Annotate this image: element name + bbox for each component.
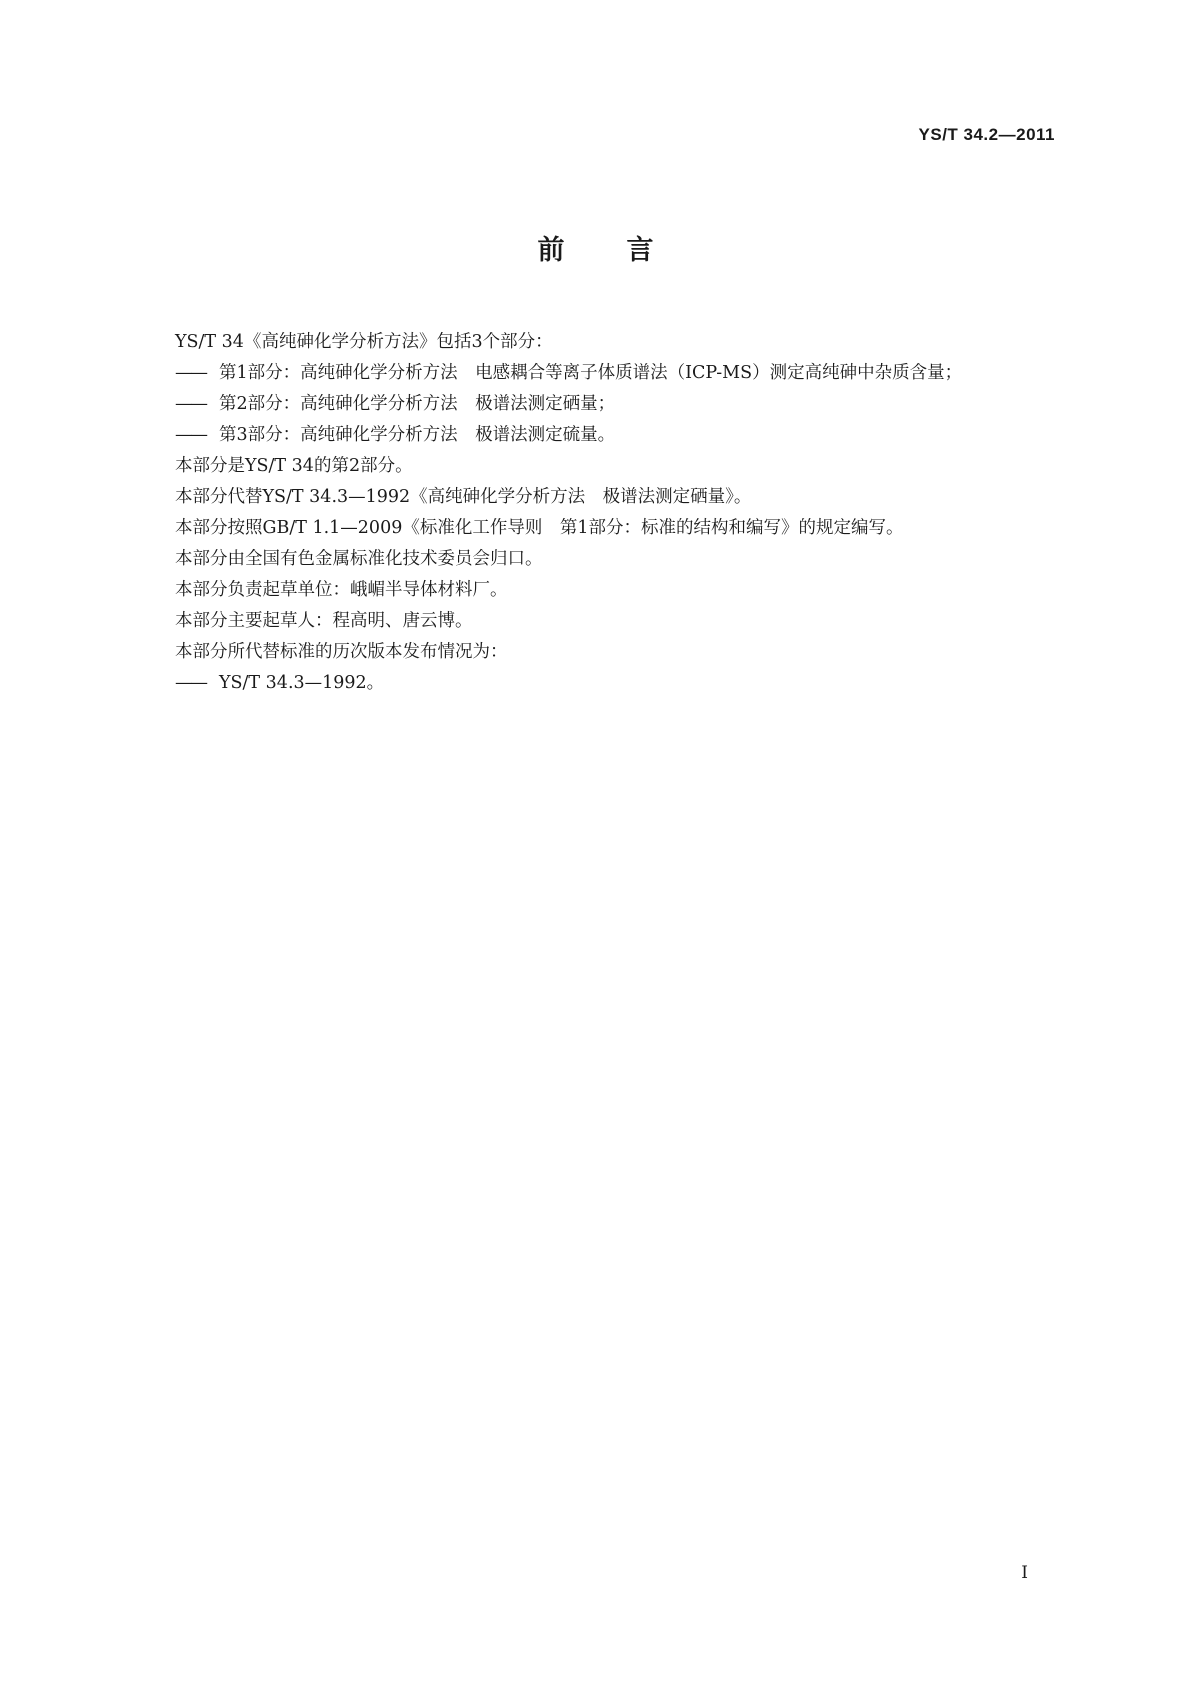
list-item-text: YS/T 34.3—1992。 — [219, 673, 385, 693]
paragraph: 本部分代替YS/T 34.3—1992《高纯砷化学分析方法 极谱法测定硒量》。 — [175, 487, 752, 507]
standard-code: YS/T 34.2—2011 — [918, 125, 1055, 144]
list-item — [175, 389, 1055, 420]
page-title: 前言 — [537, 235, 716, 266]
paragraph: 本部分负责起草单位：峨嵋半导体材料厂。 — [175, 580, 508, 600]
list-item — [175, 668, 1055, 699]
paragraph: 本部分是YS/T 34的第2部分。 — [175, 456, 413, 476]
list-item — [175, 420, 1055, 451]
page-number: I — [1021, 1563, 1028, 1583]
paragraph: YS/T 34《高纯砷化学分析方法》包括3个部分： — [175, 332, 553, 352]
paragraph: 本部分由全国有色金属标准化技术委员会归口。 — [175, 549, 543, 569]
dash-marker: —— — [175, 394, 206, 414]
list-item-text: 第3部分：高纯砷化学分析方法 极谱法测定硫量。 — [219, 425, 616, 445]
dash-marker: —— — [175, 363, 206, 383]
dash-marker: —— — [175, 673, 206, 693]
dash-marker: —— — [175, 425, 206, 445]
foreword-body — [175, 327, 1055, 699]
list-item — [175, 358, 1055, 389]
paragraph: 本部分所代替标准的历次版本发布情况为： — [175, 642, 508, 662]
paragraph: 本部分按照GB/T 1.1—2009《标准化工作导则 第1部分：标准的结构和编写》的规定编写。 — [175, 518, 904, 538]
paragraph: 本部分主要起草人：程高明、唐云博。 — [175, 611, 473, 631]
list-item-text: 第2部分：高纯砷化学分析方法 极谱法测定硒量； — [219, 394, 616, 414]
list-item-text: 第1部分：高纯砷化学分析方法 电感耦合等离子体质谱法（ICP-MS）测定高纯砷中杂质含量； — [219, 363, 963, 383]
